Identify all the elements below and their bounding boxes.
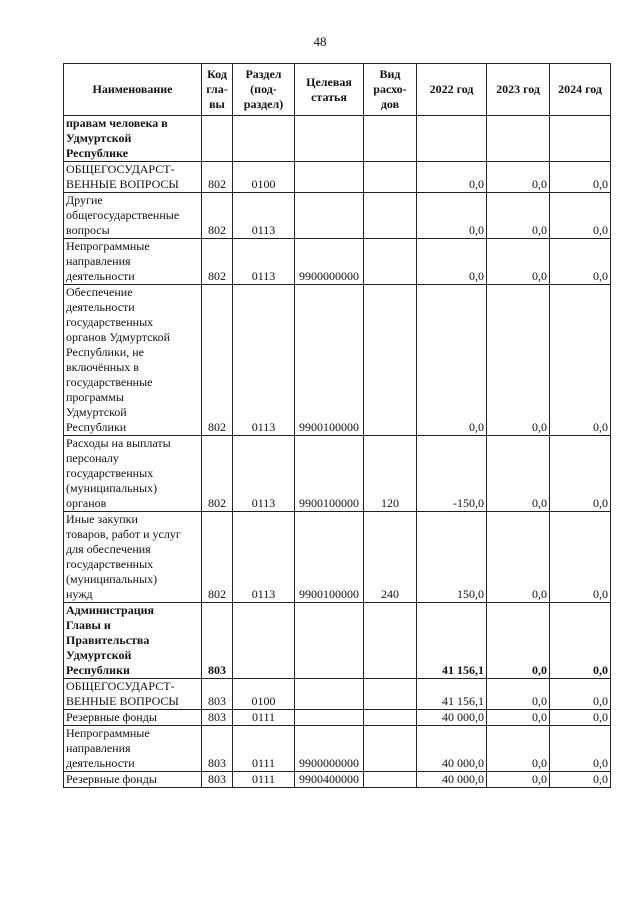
cell-expense-type <box>364 116 417 162</box>
cell-name <box>64 162 202 193</box>
header-section-line: Раздел <box>245 67 282 81</box>
cell-2023: 0,0 <box>487 726 550 772</box>
header-expense-type-line: расхо- <box>373 82 407 96</box>
cell-section: 0113 <box>233 285 295 436</box>
cell-2023: 0,0 <box>487 772 550 788</box>
header-section-line: (под- <box>250 82 277 96</box>
cell-2023: 0,0 <box>487 285 550 436</box>
cell-2022: 41 156,1 <box>417 603 487 679</box>
cell-name-line: государственных <box>66 315 154 329</box>
cell-name <box>64 285 202 436</box>
page-number: 48 <box>313 34 327 49</box>
cell-name-line: деятельности <box>66 269 135 283</box>
cell-name-line: программы <box>66 390 124 404</box>
header-chapter-code-line: Код <box>207 67 227 81</box>
cell-name-line: ВЕННЫЕ ВОПРОСЫ <box>66 177 179 191</box>
cell-2022: 40 000,0 <box>417 710 487 726</box>
cell-chapter-code: 803 <box>202 772 233 788</box>
header-2023: 2023 год <box>487 64 550 116</box>
cell-chapter-code: 802 <box>202 285 233 436</box>
cell-2024: 0,0 <box>550 512 611 603</box>
table-row <box>64 436 611 512</box>
cell-target-article: 9900100000 <box>295 512 364 603</box>
cell-2023: 0,0 <box>487 603 550 679</box>
cell-expense-type <box>364 726 417 772</box>
cell-name-line: Республики <box>66 420 127 434</box>
cell-target-article: 9900400000 <box>295 772 364 788</box>
cell-2022: 40 000,0 <box>417 726 487 772</box>
cell-expense-type <box>364 285 417 436</box>
cell-name-line: Республике <box>66 146 129 160</box>
cell-target-article <box>295 679 364 710</box>
cell-name-line: ВЕННЫЕ ВОПРОСЫ <box>66 694 179 708</box>
cell-section: 0113 <box>233 193 295 239</box>
cell-section: 0113 <box>233 512 295 603</box>
cell-2022: 40 000,0 <box>417 772 487 788</box>
cell-chapter-code: 802 <box>202 512 233 603</box>
cell-name-line: Республики <box>66 663 130 677</box>
cell-target-article <box>295 193 364 239</box>
cell-2024: 0,0 <box>550 239 611 285</box>
cell-2023: 0,0 <box>487 193 550 239</box>
cell-target-article <box>295 603 364 679</box>
cell-section: 0111 <box>233 710 295 726</box>
cell-2022: 41 156,1 <box>417 679 487 710</box>
header-name: Наименование <box>64 64 202 116</box>
table-header-row <box>64 64 611 116</box>
cell-name-line: Удмуртской <box>66 648 132 662</box>
cell-section: 0113 <box>233 436 295 512</box>
cell-2024: 0,0 <box>550 679 611 710</box>
cell-expense-type <box>364 710 417 726</box>
header-expense-type-line: дов <box>380 97 400 111</box>
cell-section: 0111 <box>233 772 295 788</box>
cell-2023: 0,0 <box>487 162 550 193</box>
cell-name-line: Расходы на выплаты <box>66 436 171 450</box>
cell-name-line: Непрограммные <box>66 239 150 253</box>
cell-name-line: Другие <box>66 193 103 207</box>
cell-2022: 150,0 <box>417 512 487 603</box>
cell-2024: 0,0 <box>550 710 611 726</box>
cell-2023: 0,0 <box>487 512 550 603</box>
cell-name-line: Удмуртской <box>66 405 127 419</box>
cell-name-line: персоналу <box>66 451 119 465</box>
header-target-article-line: Целевая <box>306 74 352 89</box>
table-row <box>64 285 611 436</box>
cell-name-line: нужд <box>66 587 93 601</box>
cell-chapter-code: 803 <box>202 679 233 710</box>
cell-2022: -150,0 <box>417 436 487 512</box>
cell-name <box>64 726 202 772</box>
cell-name-line: Правительства <box>66 633 150 647</box>
cell-name-line: Резервные фонды <box>66 710 157 724</box>
cell-name-line: деятельности <box>66 756 135 770</box>
cell-expense-type <box>364 162 417 193</box>
cell-name-line: государственных <box>66 466 154 480</box>
cell-expense-type <box>364 193 417 239</box>
cell-2024: 0,0 <box>550 436 611 512</box>
cell-name-line: направления <box>66 254 131 268</box>
table-row <box>64 116 611 162</box>
cell-chapter-code: 803 <box>202 603 233 679</box>
cell-chapter-code <box>202 116 233 162</box>
cell-name-line: для обеспечения <box>66 542 151 556</box>
cell-name <box>64 116 202 162</box>
cell-target-article <box>295 710 364 726</box>
table-row <box>64 772 611 788</box>
header-target-article-line: статья <box>311 89 347 104</box>
cell-section: 0100 <box>233 162 295 193</box>
table-row <box>64 162 611 193</box>
cell-2024: 0,0 <box>550 772 611 788</box>
cell-2023 <box>487 116 550 162</box>
cell-2022: 0,0 <box>417 239 487 285</box>
cell-chapter-code: 802 <box>202 239 233 285</box>
cell-name-line: ОБЩЕГОСУДАРСТ- <box>66 162 175 176</box>
cell-name-line: правам человека в <box>66 116 168 130</box>
cell-name-line: Резервные фонды <box>66 772 157 786</box>
table-row <box>64 710 611 726</box>
cell-name-line: (муниципальных) <box>66 481 158 495</box>
table-row <box>64 726 611 772</box>
cell-name-line: органов Удмуртской <box>66 330 171 344</box>
cell-expense-type: 240 <box>364 512 417 603</box>
cell-name-line: Удмуртской <box>66 131 132 145</box>
cell-2023: 0,0 <box>487 436 550 512</box>
cell-2024: 0,0 <box>550 193 611 239</box>
cell-target-article: 9900000000 <box>295 726 364 772</box>
cell-section: 0111 <box>233 726 295 772</box>
cell-2022: 0,0 <box>417 193 487 239</box>
header-section-line: раздел) <box>243 97 284 111</box>
cell-expense-type: 120 <box>364 436 417 512</box>
cell-name-line: государственных <box>66 557 154 571</box>
cell-expense-type <box>364 679 417 710</box>
cell-chapter-code: 802 <box>202 193 233 239</box>
cell-2022: 0,0 <box>417 285 487 436</box>
cell-chapter-code: 802 <box>202 162 233 193</box>
header-chapter-code <box>202 64 233 116</box>
header-chapter-code-line: гла- <box>206 82 228 96</box>
header-2024: 2024 год <box>550 64 611 116</box>
header-chapter-code-line: вы <box>209 97 225 111</box>
cell-2023: 0,0 <box>487 679 550 710</box>
table-row <box>64 679 611 710</box>
cell-2023: 0,0 <box>487 239 550 285</box>
cell-section <box>233 603 295 679</box>
header-section <box>233 64 295 116</box>
cell-section: 0100 <box>233 679 295 710</box>
cell-name-line: деятельности <box>66 300 135 314</box>
cell-name-line: Обеспечение <box>66 285 133 299</box>
cell-2022: 0,0 <box>417 162 487 193</box>
cell-target-article <box>295 116 364 162</box>
cell-2024: 0,0 <box>550 162 611 193</box>
table-row <box>64 239 611 285</box>
cell-chapter-code: 802 <box>202 436 233 512</box>
cell-name-line: направления <box>66 741 131 755</box>
cell-2023: 0,0 <box>487 710 550 726</box>
cell-name-line: Иные закупки <box>66 512 138 526</box>
cell-name-line: органов <box>66 496 107 510</box>
cell-chapter-code: 803 <box>202 710 233 726</box>
table-row <box>64 193 611 239</box>
cell-name-line: Главы и <box>66 618 111 632</box>
cell-2024 <box>550 116 611 162</box>
header-expense-type-line: Вид <box>379 67 401 81</box>
cell-name-line: вопросы <box>66 223 110 237</box>
cell-name <box>64 679 202 710</box>
cell-name <box>64 239 202 285</box>
cell-name <box>64 772 202 788</box>
cell-name-line: включённых в <box>66 360 139 374</box>
header-expense-type <box>364 64 417 116</box>
cell-target-article <box>295 162 364 193</box>
cell-expense-type <box>364 772 417 788</box>
table-row <box>64 603 611 679</box>
cell-expense-type <box>364 603 417 679</box>
cell-2024: 0,0 <box>550 603 611 679</box>
cell-expense-type <box>364 239 417 285</box>
cell-name <box>64 436 202 512</box>
cell-section <box>233 116 295 162</box>
cell-name <box>64 512 202 603</box>
cell-name-line: Администрация <box>66 603 155 617</box>
cell-2022 <box>417 116 487 162</box>
budget-table <box>63 63 611 788</box>
cell-name-line: Непрограммные <box>66 726 150 740</box>
table-row <box>64 512 611 603</box>
cell-name-line: (муниципальных) <box>66 572 158 586</box>
cell-chapter-code: 803 <box>202 726 233 772</box>
header-target-article <box>295 64 364 116</box>
cell-name <box>64 710 202 726</box>
cell-name-line: Республики, не <box>66 345 144 359</box>
cell-name-line: ОБЩЕГОСУДАРСТ- <box>66 679 175 693</box>
cell-section: 0113 <box>233 239 295 285</box>
cell-name-line: товаров, работ и услуг <box>66 527 181 541</box>
cell-2024: 0,0 <box>550 285 611 436</box>
cell-2024: 0,0 <box>550 726 611 772</box>
cell-target-article: 9900100000 <box>295 436 364 512</box>
cell-target-article: 9900000000 <box>295 239 364 285</box>
table-body <box>64 116 611 788</box>
cell-name <box>64 193 202 239</box>
cell-name-line: государственные <box>66 375 153 389</box>
header-2022: 2022 год <box>417 64 487 116</box>
cell-name <box>64 603 202 679</box>
cell-name-line: общегосударственные <box>66 208 180 222</box>
cell-target-article: 9900100000 <box>295 285 364 436</box>
